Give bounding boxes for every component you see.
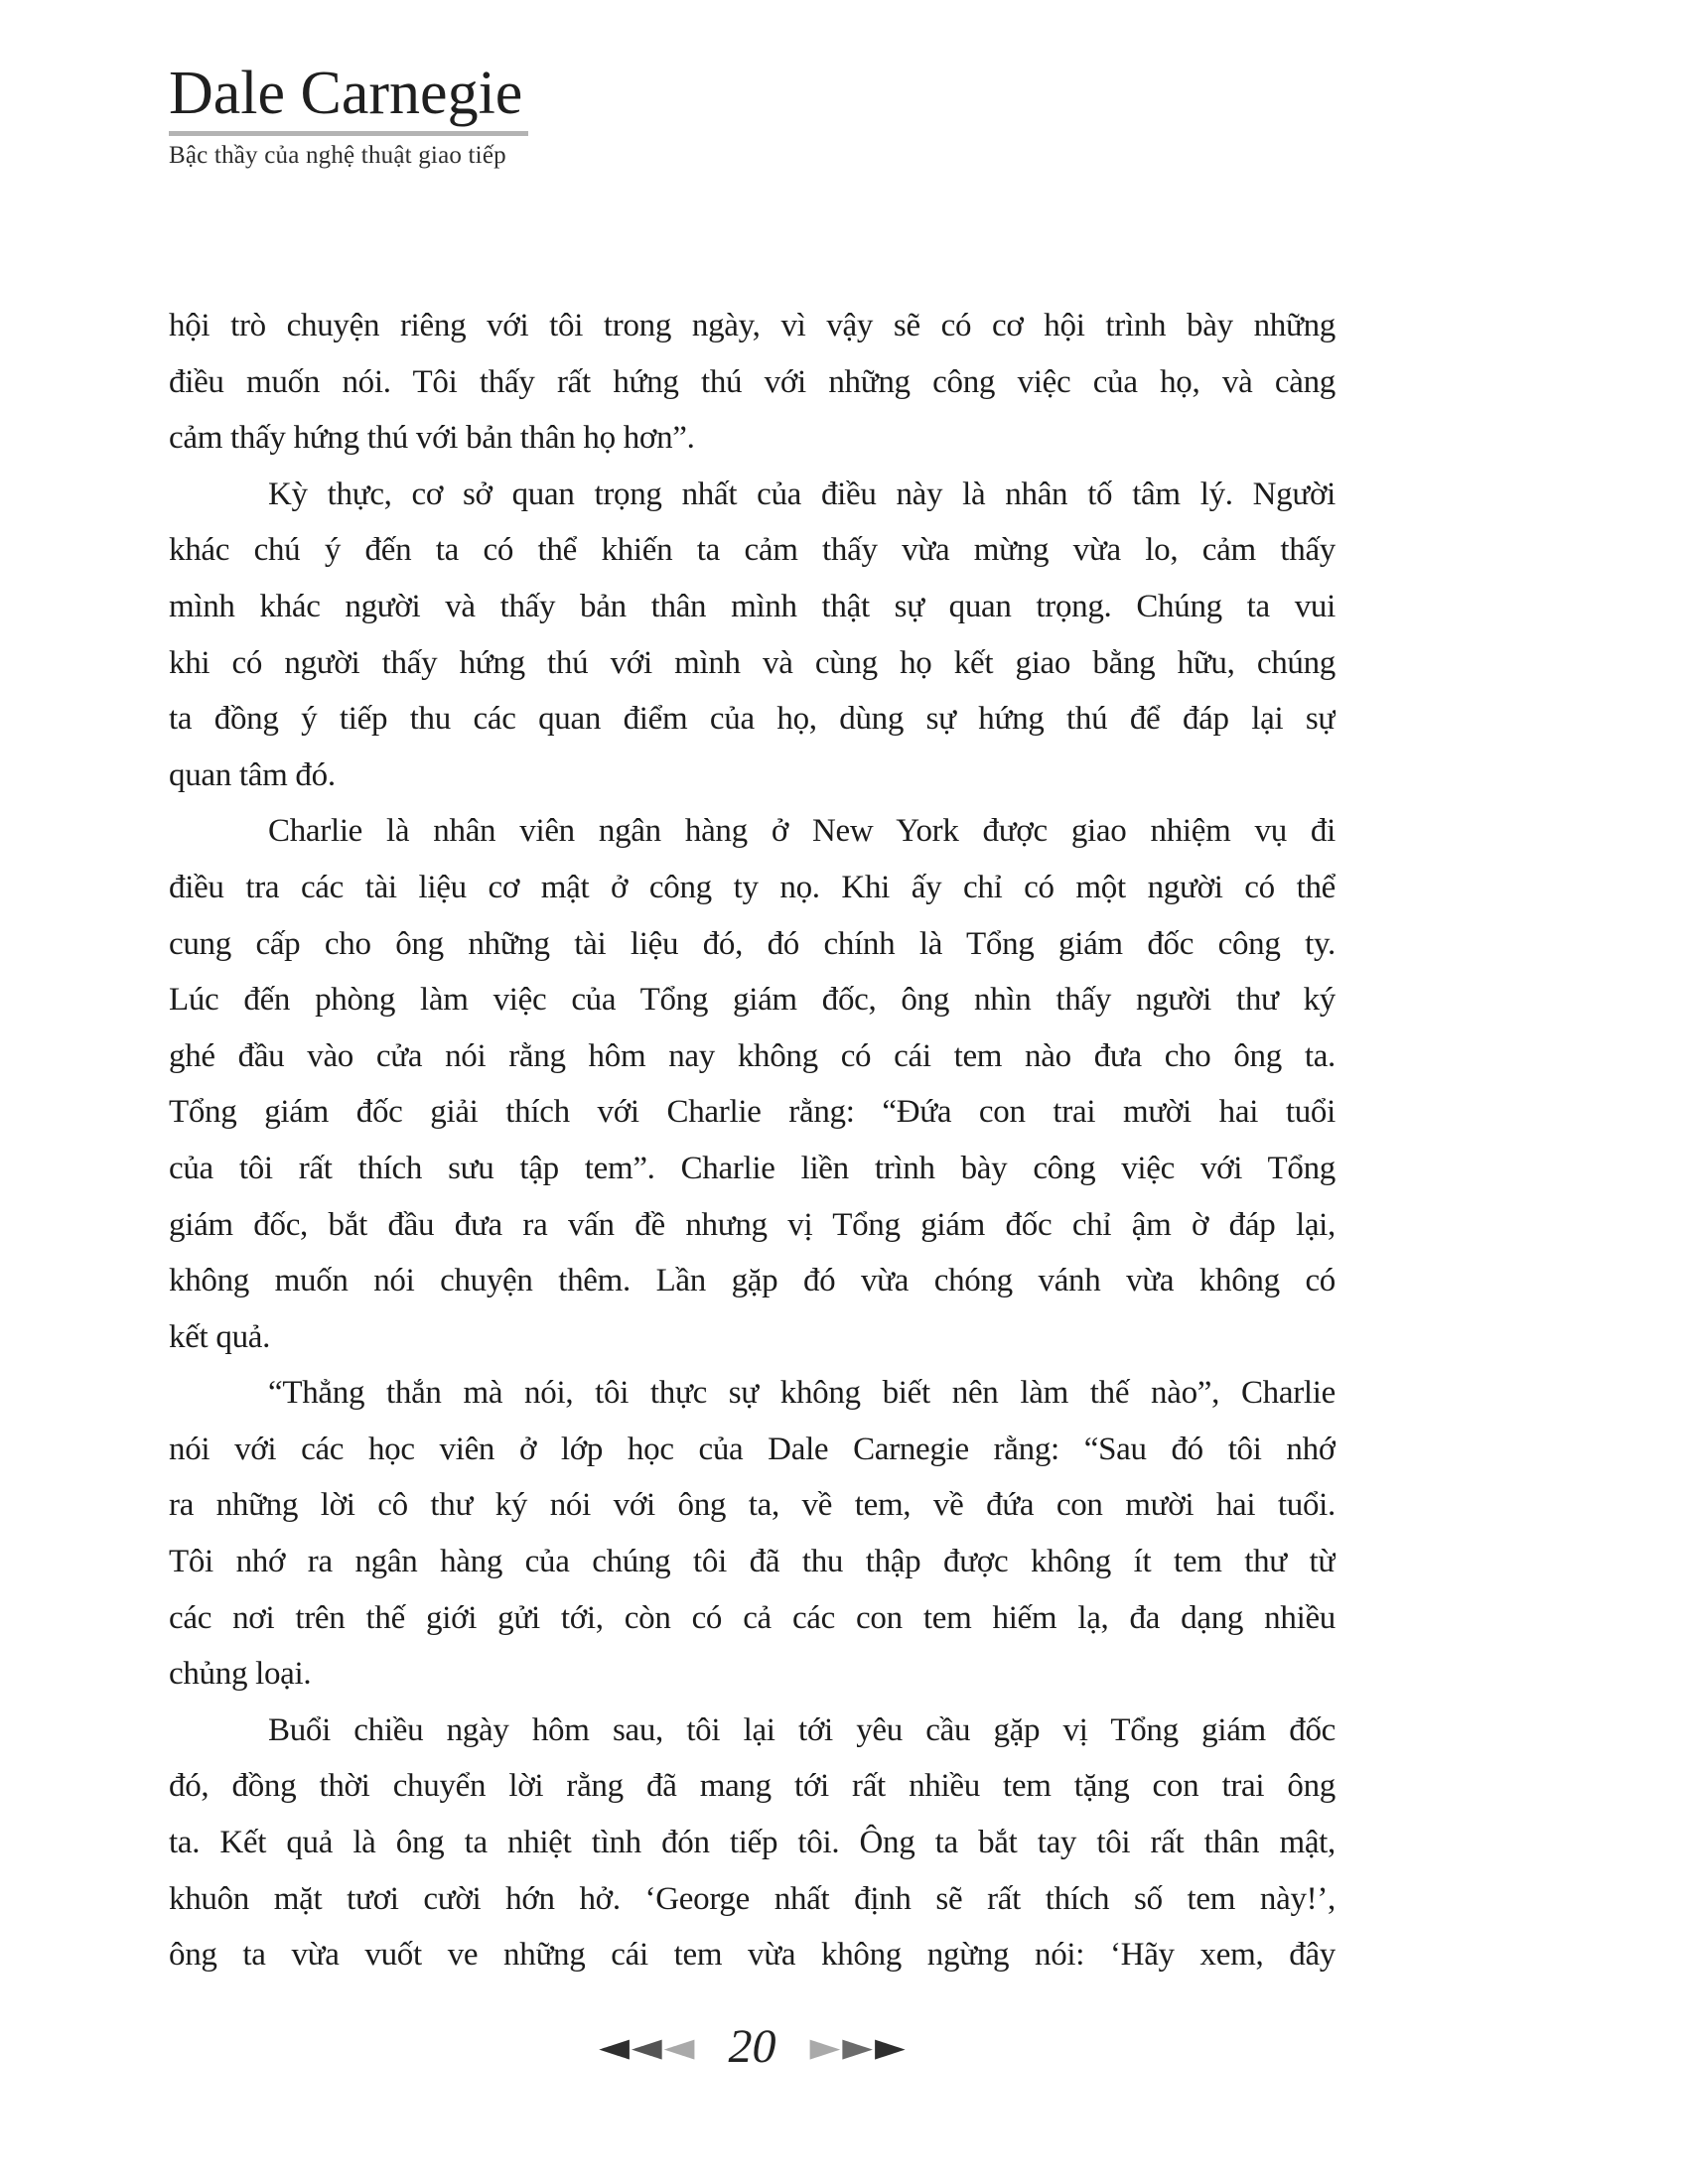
text-line: Buổi chiều ngày hôm sau, tôi lại tới yêu cầu gặp vị Tổng giám đốc <box>268 1711 1336 1748</box>
text-line: ra những lời cô thư ký nói với ông ta, về tem, về đứa con mười hai tuổi. <box>169 1487 1336 1524</box>
text-line: khác chú ý đến ta có thể khiến ta cảm thấy vừa mừng vừa lo, cảm thấy <box>169 532 1336 569</box>
text-line: ông ta vừa vuốt ve những cái tem vừa không ngừng nói: ‘Hãy xem, đây <box>169 1937 1336 1974</box>
text-line: điều muốn nói. Tôi thấy rất hứng thú với những công việc của họ, và càng <box>169 363 1336 400</box>
text-line: “Thẳng thắn mà nói, tôi thực sự không biết nên làm thế nào”, Charlie <box>268 1375 1336 1412</box>
text-line: Kỳ thực, cơ sở quan trọng nhất của điều này là nhân tố tâm lý. Người <box>268 476 1336 512</box>
left-arrow-icon: ◄ <box>631 2024 662 2070</box>
book-subtitle: Bậc thầy của nghệ thuật giao tiếp <box>169 142 506 170</box>
text-line: quan tâm đó. <box>169 756 336 793</box>
text-line: không muốn nói chuyện thêm. Lần gặp đó vừa chóng vánh vừa không có <box>169 1263 1336 1299</box>
text-line: của tôi rất thích sưu tập tem”. Charlie liền trình bày công việc với Tổng <box>169 1150 1336 1186</box>
page-body <box>169 298 1336 1983</box>
text-line: đó, đồng thời chuyển lời rằng đã mang tới rất nhiều tem tặng con trai ông <box>169 1768 1336 1805</box>
right-arrow-icon: ► <box>875 2024 906 2070</box>
text-line: điều tra các tài liệu cơ mật ở công ty nọ. Khi ấy chỉ có một người có thể <box>169 869 1336 905</box>
text-line: các nơi trên thế giới gửi tới, còn có cả các con tem hiếm lạ, đa dạng nhiều <box>169 1599 1336 1636</box>
text-line: Lúc đến phòng làm việc của Tổng giám đốc, ông nhìn thấy người thư ký <box>169 982 1336 1019</box>
text-line: hội trò chuyện riêng với tôi trong ngày, vì vậy sẽ có cơ hội trình bày những <box>169 308 1336 343</box>
text-line: Charlie là nhân viên ngân hàng ở New York được giao nhiệm vụ đi <box>268 813 1336 850</box>
text-line: Tôi nhớ ra ngân hàng của chúng tôi đã thu thập được không ít tem thư từ <box>169 1544 1336 1580</box>
right-arrow-icon: ► <box>842 2024 874 2070</box>
left-arrow-icon: ◄ <box>599 2024 630 2070</box>
text-line: khuôn mặt tươi cười hớn hở. ‘George nhất định sẽ rất thích số tem này!’, <box>169 1880 1336 1917</box>
text-line: Tổng giám đốc giải thích với Charlie rằng: “Đứa con trai mười hai tuổi <box>169 1094 1336 1131</box>
book-header <box>169 60 528 170</box>
text-line: nói với các học viên ở lớp học của Dale Carnegie rằng: “Sau đó tôi nhớ <box>169 1431 1336 1467</box>
text-line: cung cấp cho ông những tài liệu đó, đó chính là Tổng giám đốc công ty. <box>169 925 1336 962</box>
text-line: ghé đầu vào cửa nói rằng hôm nay không có cái tem nào đưa cho ông ta. <box>169 1037 1336 1074</box>
right-arrow-icon: ► <box>809 2024 841 2070</box>
text-line: cảm thấy hứng thú với bản thân họ hơn”. <box>169 420 695 457</box>
footer-ornament <box>599 2020 906 2073</box>
text-line: kết quả. <box>169 1318 271 1355</box>
left-arrows <box>599 2024 695 2070</box>
page-footer <box>169 2020 1336 2073</box>
text-line: chủng loại. <box>169 1656 312 1693</box>
left-arrow-icon: ◄ <box>663 2024 695 2070</box>
text-line: khi có người thấy hứng thú với mình và cùng họ kết giao bằng hữu, chúng <box>169 644 1336 681</box>
text-line: mình khác người và thấy bản thân mình thật sự quan trọng. Chúng ta vui <box>169 588 1336 624</box>
author-title: Dale Carnegie <box>169 60 528 136</box>
text-line: ta đồng ý tiếp thu các quan điểm của họ, dùng sự hứng thú để đáp lại sự <box>169 701 1336 738</box>
right-arrows <box>809 2024 906 2070</box>
page-number: 20 <box>728 2020 776 2073</box>
text-line: giám đốc, bắt đầu đưa ra vấn đề nhưng vị Tổng giám đốc chỉ ậm ờ đáp lại, <box>169 1206 1336 1243</box>
text-line: ta. Kết quả là ông ta nhiệt tình đón tiếp tôi. Ông ta bắt tay tôi rất thân mật, <box>169 1825 1336 1861</box>
